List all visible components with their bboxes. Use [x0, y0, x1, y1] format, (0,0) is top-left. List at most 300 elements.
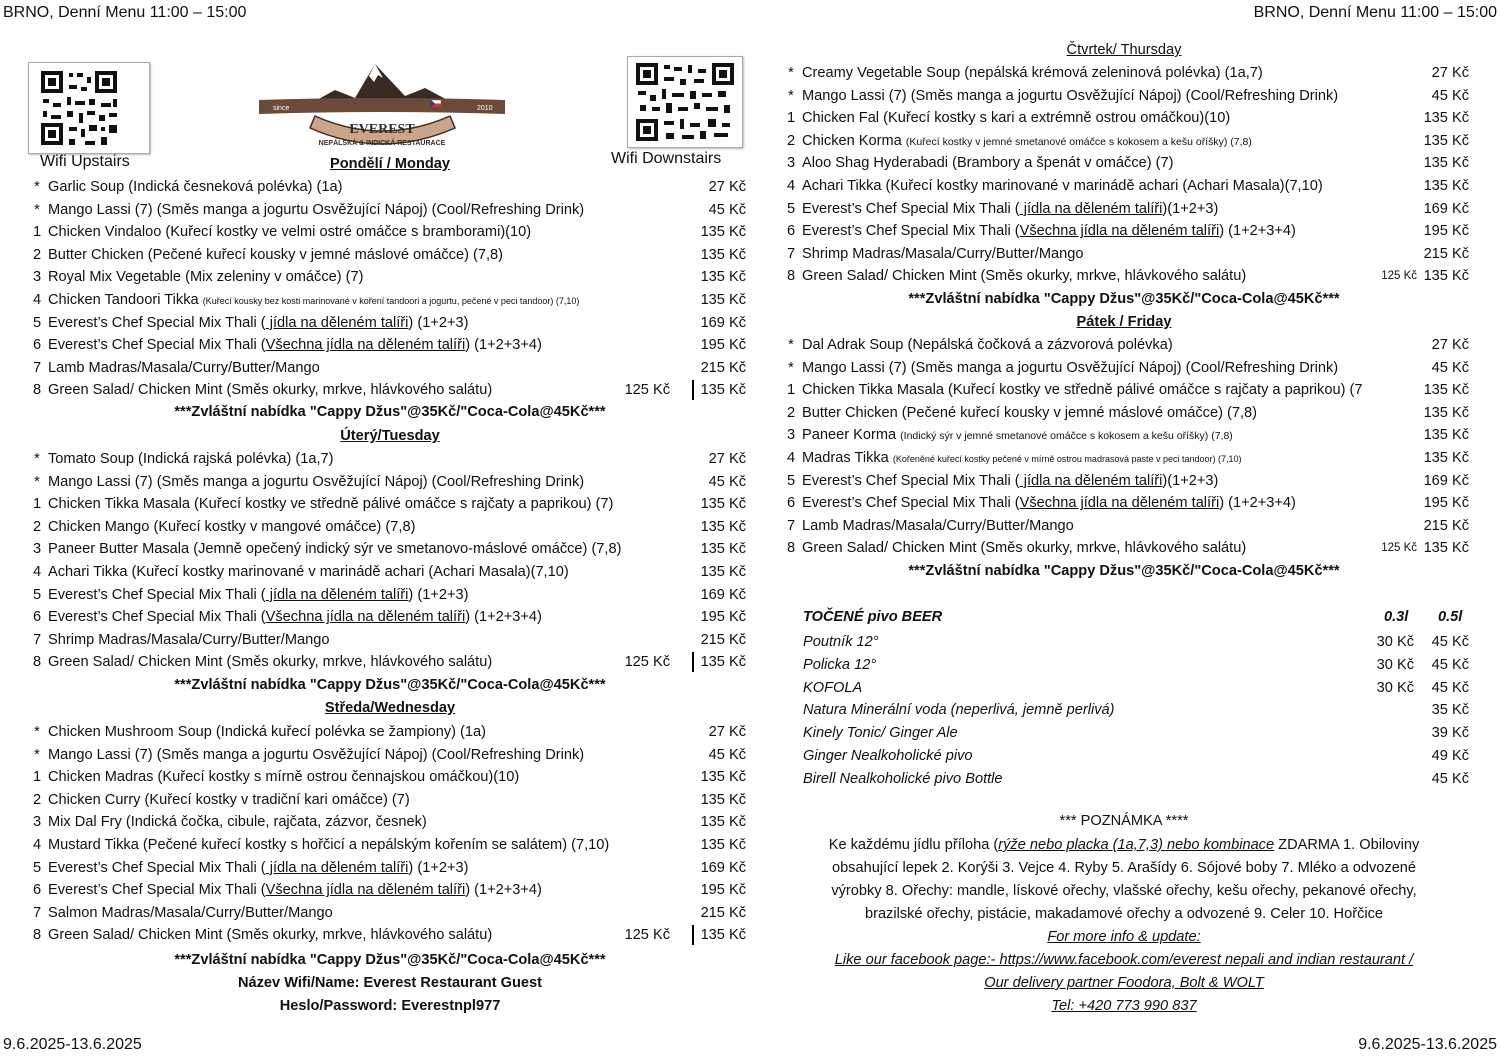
menu-item-name: [802, 152, 1174, 174]
menu-item: [784, 492, 1471, 514]
menu-item-price: 215 Kč: [1423, 517, 1469, 534]
menu-item-description: (Kořeněné kuřecí kostky pečené v mírně ostrou madrasová paste v peci tandoor) (7,10): [892, 454, 1242, 464]
menu-item-title: Tomato Soup (Indická rajská polévka) (1a,7): [48, 451, 334, 467]
header-left: BRNO, Denní Menu 11:00 – 15:00: [3, 4, 247, 21]
menu-item-name: [802, 220, 1296, 242]
drink-item: [784, 722, 1474, 744]
drink-price-large: 45 Kč: [1431, 656, 1469, 673]
menu-item: [784, 175, 1471, 197]
menu-item-price: 215 Kč: [700, 359, 746, 376]
menu-item: [30, 721, 748, 743]
menu-item: [30, 902, 748, 924]
menu-item-number: *: [34, 746, 40, 763]
menu-item-name: [48, 902, 333, 924]
menu-item-suffix: ) (1+2+3): [408, 314, 469, 331]
menu-item-number: *: [34, 201, 40, 218]
menu-item-number: 7: [32, 631, 42, 648]
menu-item-price: 27 Kč: [1431, 65, 1469, 81]
drink-name: Policka 12°: [803, 656, 877, 673]
menu-item-price: 135 Kč: [1423, 540, 1469, 557]
menu-item-name: [802, 265, 1246, 287]
menu-item-price: 135 Kč: [1423, 110, 1469, 127]
menu-item-number: 6: [786, 223, 796, 240]
menu-item-number: 4: [786, 450, 796, 466]
menu-item-underline: jídla na děleném talíři: [265, 314, 409, 331]
note-title: *** POZNÁMKA ****: [1059, 813, 1189, 829]
note-line-1: Ke každému jídlu příloha (rýže nebo placka (1a,7,3) nebo kombinace ZDARMA 1. Obiloviny: [828, 837, 1420, 853]
drink-price-large: 39 Kč: [1431, 725, 1469, 742]
menu-item-price: 169 Kč: [1423, 472, 1469, 489]
menu-item-price: 135 Kč: [700, 246, 746, 263]
menu-item-price-small: 125 Kč: [624, 382, 670, 399]
menu-item-title: Mango Lassi (7) (Směs manga a jogurtu Osvěžující Nápoj) (Cool/Refreshing Drink): [802, 359, 1339, 376]
menu-item-price: 135 Kč: [1423, 155, 1469, 172]
menu-item-underline: jídla na děleném talíři: [265, 586, 409, 603]
menu-item-title: Butter Chicken (Pečené kuřecí kousky v jemné máslové omáčce) (7,8): [802, 404, 1258, 421]
menu-item-name: [802, 515, 1074, 537]
menu-item-title: Creamy Vegetable Soup (nepálská krémová zeleninová polévka) (1a,7): [802, 65, 1263, 81]
menu-item-title: Mango Lassi (7) (Směs manga a jogurtu Osvěžující Nápoj) (Cool/Refreshing Drink): [48, 201, 585, 218]
menu-item: [30, 879, 748, 901]
menu-item-name: [48, 199, 584, 221]
menu-item: [784, 107, 1471, 129]
menu-item-name: [48, 651, 492, 673]
facebook-link[interactable]: Like our facebook page:- https://www.facebook.com/everest nepali and indian restaurant /: [834, 952, 1414, 968]
menu-item-number: 4: [786, 178, 796, 194]
menu-item: [784, 85, 1471, 107]
menu-item-title: Garlic Soup (Indická česneková polévka) (1a): [48, 179, 343, 195]
menu-item-number: 2: [786, 132, 796, 149]
menu-item: [30, 289, 748, 311]
menu-item-price: 135 Kč: [700, 769, 746, 786]
menu-item-title: Green Salad/ Chicken Mint (Směs okurky, mrkve, hlávkového salátu): [802, 540, 1247, 557]
menu-item: [30, 538, 748, 560]
friday-offer: ***Zvláštní nabídka "Cappy Džus"@35Kč/"Coca-Cola@45Kč***: [908, 563, 1340, 579]
menu-item: [30, 834, 748, 856]
menu-item-name: [48, 176, 342, 198]
menu-item-price: 27 Kč: [708, 179, 746, 195]
day-title-friday: Pátek / Friday: [1076, 314, 1172, 330]
menu-item: [30, 561, 748, 583]
menu-item-price: 135 Kč: [1423, 268, 1469, 285]
menu-item-suffix: ) (1+2+3+4): [465, 882, 542, 899]
menu-item: [784, 515, 1471, 537]
menu-item-price: 135 Kč: [700, 496, 746, 513]
menu-item-number: 8: [32, 927, 42, 944]
menu-item-price: 135 Kč: [700, 224, 746, 241]
menu-item-title: Dal Adrak Soup (Nepálská čočková a zázvorová polévka): [802, 337, 1173, 353]
menu-item-number: *: [788, 87, 794, 104]
menu-item-underline: Všechna jídla na děleném talíři: [265, 882, 466, 899]
menu-item-number: 1: [32, 496, 42, 513]
menu-item-title: Chicken Mango (Kuřecí kostky v mangové omáčce) (7,8): [48, 518, 416, 535]
menu-item: [784, 402, 1471, 424]
day-title-monday: Pondělí / Monday: [330, 156, 450, 172]
menu-item-title: Salmon Madras/Masala/Curry/Butter/Mango: [48, 904, 333, 921]
menu-item-number: *: [34, 473, 40, 490]
menu-item-name: [802, 402, 1257, 424]
drink-item: [784, 745, 1474, 767]
drinks-title: TOČENÉ pivo BEER: [803, 609, 943, 625]
menu-item-title: Mango Lassi (7) (Směs manga a jogurtu Osvěžující Nápoj) (Cool/Refreshing Drink): [48, 746, 585, 763]
more-info-link[interactable]: For more info & update:: [1047, 929, 1201, 945]
menu-item-title: Green Salad/ Chicken Mint (Směs okurky, mrkve, hlávkového salátu): [802, 268, 1247, 285]
drink-price-large: 45 Kč: [1431, 634, 1469, 650]
menu-item-price: 135 Kč: [700, 927, 746, 944]
menu-item-price: 169 Kč: [700, 314, 746, 331]
menu-item-title: Green Salad/ Chicken Mint (Směs okurky, mrkve, hlávkového salátu): [48, 927, 493, 944]
menu-item-name: [48, 584, 468, 606]
menu-item-number: 7: [32, 904, 42, 921]
menu-item-number: *: [788, 337, 794, 353]
menu-item-title: Achari Tikka (Kuřecí kostky marinované v marinádě achari (Achari Masala)(7,10): [802, 178, 1323, 194]
menu-item-title: Everest’s Chef Special Mix Thali (: [802, 472, 1020, 489]
menu-item: [784, 357, 1471, 379]
drink-name: Natura Minerální voda (neperlivá, jemně perlivá): [803, 702, 1115, 719]
menu-item-underline: Všechna jídla na děleném talíři: [1019, 495, 1220, 512]
menu-item-name: [802, 62, 1263, 84]
phone-link[interactable]: Tel: +420 773 990 837: [1051, 998, 1197, 1014]
drink-name: Kinely Tonic/ Ginger Ale: [803, 725, 958, 742]
menu-item-number: 7: [32, 359, 42, 376]
menu-item: [30, 516, 748, 538]
drink-price-small: 30 Kč: [1376, 634, 1414, 650]
menu-item: [784, 198, 1471, 220]
note-side-dish: rýže nebo placka (1a,7,3) nebo kombinace: [998, 837, 1275, 853]
menu-item-price-small: 125 Kč: [1381, 542, 1417, 555]
menu-item-title: Everest’s Chef Special Mix Thali (: [48, 859, 266, 876]
menu-item-name: [48, 857, 468, 879]
menu-item-suffix: ) (1+2+3): [408, 586, 469, 603]
menu-item-number: 4: [32, 564, 42, 580]
drink-name: Ginger Nealkoholické pivo: [803, 748, 973, 764]
menu-item-price: 195 Kč: [1423, 223, 1469, 240]
menu-item-underline: Všechna jídla na děleném talíři: [1019, 223, 1220, 240]
day-title-tuesday: Úterý/Tuesday: [340, 428, 440, 444]
menu-item-number: 8: [32, 654, 42, 671]
menu-item-name: [48, 471, 584, 493]
drink-name: Birell Nealkoholické pivo Bottle: [803, 770, 1003, 787]
wednesday-offer: ***Zvláštní nabídka "Cappy Džus"@35Kč/"Coca-Cola@45Kč***: [174, 952, 606, 968]
menu-item: [784, 447, 1471, 469]
menu-item: [30, 606, 748, 628]
drink-item: [784, 631, 1474, 653]
menu-item-number: 7: [786, 517, 796, 534]
footer-right: 9.6.2025-13.6.2025: [1358, 1036, 1497, 1053]
menu-item-title: Green Salad/ Chicken Mint (Směs okurky, mrkve, hlávkového salátu): [48, 654, 493, 671]
drink-price-large: 45 Kč: [1431, 770, 1469, 787]
menu-item-name: [802, 85, 1338, 107]
drink-price-small: 30 Kč: [1376, 656, 1414, 673]
menu-item-title: Paneer Korma: [802, 427, 897, 444]
menu-item-underline: jídla na děleném talíři: [1019, 200, 1163, 217]
menu-item-name: [48, 561, 569, 583]
menu-item-price: 27 Kč: [1431, 337, 1469, 353]
menu-item-title: Chicken Vindaloo (Kuřecí kostky ve velmi ostré omáčce s bramborami)(10): [48, 224, 532, 241]
menu-item-price: 215 Kč: [700, 904, 746, 921]
menu-item-title: Shrimp Madras/Masala/Curry/Butter/Mango: [48, 631, 330, 648]
menu-item-number: 1: [786, 382, 796, 399]
menu-item: [30, 857, 748, 879]
menu-item: [784, 130, 1471, 152]
wifi-name: Název Wifi/Name: Everest Restaurant Guest: [237, 975, 542, 991]
menu-item-name: [48, 924, 492, 946]
tuesday-offer: ***Zvláštní nabídka "Cappy Džus"@35Kč/"Coca-Cola@45Kč***: [174, 677, 606, 693]
menu-item: [784, 62, 1471, 84]
menu-item-title: Achari Tikka (Kuřecí kostky marinované v marinádě achari (Achari Masala)(7,10): [48, 564, 569, 580]
menu-item-title: Shrimp Madras/Masala/Curry/Butter/Mango: [802, 245, 1084, 262]
menu-item-number: 1: [32, 769, 42, 786]
menu-item-title: Everest’s Chef Special Mix Thali (: [802, 223, 1020, 240]
menu-item-price: 45 Kč: [1431, 87, 1469, 104]
menu-item-number: 4: [32, 837, 42, 853]
menu-item: [784, 334, 1471, 356]
menu-item-title: Everest’s Chef Special Mix Thali (: [48, 609, 266, 626]
menu-item-title: Mix Dal Fry (Indická čočka, cibule, rajčata, zázvor, česnek): [48, 814, 427, 831]
menu-item: [784, 424, 1471, 446]
menu-item-price: 135 Kč: [700, 292, 746, 308]
menu-item-name: [802, 243, 1083, 265]
menu-item-title: Everest’s Chef Special Mix Thali (: [48, 337, 266, 354]
drink-item: [784, 654, 1474, 676]
note-line-3: výrobky 8. Ořechy: mandle, lískové ořechy, vlašské ořechy, kešu ořechy, pekanové ořechy,: [831, 883, 1417, 899]
menu-item: [30, 312, 748, 334]
menu-item-price: 135 Kč: [700, 564, 746, 580]
menu-item-number: 6: [32, 882, 42, 899]
menu-item-price: 135 Kč: [700, 814, 746, 831]
menu-item: [784, 265, 1471, 287]
menu-item-title: Mustard Tikka (Pečené kuřecí kostky s hořčicí a nepálským kořením se salátem) (7,10): [48, 837, 610, 853]
menu-item-price: 195 Kč: [700, 882, 746, 899]
menu-item-price: 215 Kč: [1423, 245, 1469, 262]
menu-item: [784, 379, 1471, 401]
menu-item-price: 135 Kč: [700, 382, 746, 399]
menu-item-name: [802, 470, 1218, 492]
menu-item-name: [48, 879, 542, 901]
header-right: BRNO, Denní Menu 11:00 – 15:00: [1253, 4, 1497, 21]
logo-since: since: [273, 105, 290, 112]
drink-price-large: 35 Kč: [1431, 702, 1469, 719]
menu-item-name: [802, 107, 1230, 129]
menu-item-price: 135 Kč: [1423, 132, 1469, 149]
menu-item-number: 8: [786, 540, 796, 557]
menu-item-description: (Kuřecí kostky v jemné smetanové omáčce s kokosem a kešu oříšky) (7,8): [905, 135, 1252, 148]
menu-item-title: Madras Tikka: [802, 450, 889, 466]
menu-item-number: 3: [32, 541, 42, 558]
menu-item-name: [802, 334, 1173, 356]
menu-item-title: Royal Mix Vegetable (Mix zeleniny v omáčce) (7): [48, 269, 364, 286]
menu-item-suffix: )(1+2+3): [1162, 200, 1219, 217]
menu-item-price: 45 Kč: [1431, 359, 1469, 376]
menu-item-price: 169 Kč: [700, 859, 746, 876]
menu-item-name: [802, 537, 1246, 559]
day-title-thursday: Čtvrtek/ Thursday: [1066, 42, 1182, 58]
menu-item-title: Chicken Mushroom Soup (Indická kuřecí polévka se žampiony) (1a): [48, 724, 487, 740]
menu-item-number: 6: [786, 495, 796, 512]
menu-item-number: 3: [786, 427, 796, 444]
wifi-upstairs-label: Wifi Upstairs: [40, 153, 130, 170]
right-menu-column: [784, 0, 1474, 1060]
drink-price-large: 49 Kč: [1431, 748, 1469, 764]
menu-item-number: 8: [786, 268, 796, 285]
menu-item-suffix: )(1+2+3): [1162, 472, 1219, 489]
menu-item-title: Aloo Shag Hyderabadi (Brambory a špenát v omáčce) (7): [802, 155, 1174, 172]
menu-item-name: [48, 448, 334, 470]
menu-item-number: 5: [32, 586, 42, 603]
menu-item-name: [48, 538, 621, 560]
menu-item: [30, 493, 748, 515]
menu-item: [30, 471, 748, 493]
menu-item: [30, 379, 748, 401]
menu-item-number: 1: [786, 110, 796, 127]
menu-item-number: 8: [32, 382, 42, 399]
menu-item-name: [802, 492, 1296, 514]
menu-item-name: [48, 744, 584, 766]
menu-item-name: [48, 629, 329, 651]
menu-item-name: [802, 379, 1362, 401]
menu-item: [784, 243, 1471, 265]
menu-item: [30, 744, 748, 766]
menu-item-price: 135 Kč: [700, 269, 746, 286]
drink-price-small: 30 Kč: [1376, 679, 1414, 696]
wifi-downstairs-label: Wifi Downstairs: [611, 150, 722, 167]
menu-item-name: [48, 721, 486, 743]
menu-item-price-small: 125 Kč: [624, 654, 670, 671]
menu-item-price: 27 Kč: [708, 724, 746, 740]
thursday-offer: ***Zvláštní nabídka "Cappy Džus"@35Kč/"Coca-Cola@45Kč***: [908, 291, 1340, 307]
menu-item-suffix: ) (1+2+3+4): [465, 337, 542, 354]
menu-item: [30, 448, 748, 470]
menu-item-price: 135 Kč: [1423, 427, 1469, 444]
menu-item: [30, 584, 748, 606]
menu-item-name: [48, 221, 531, 243]
menu-item: [784, 470, 1471, 492]
menu-item-number: 4: [32, 292, 42, 308]
menu-item: [30, 244, 748, 266]
menu-item: [30, 924, 748, 946]
footer-left: 9.6.2025-13.6.2025: [3, 1036, 142, 1053]
menu-item-number: 2: [32, 518, 42, 535]
menu-item-description: (Indický sýr v jemné smetanové omáčce s kokosem a kešu oříšky) (7,8): [900, 430, 1233, 443]
menu-item-title: Mango Lassi (7) (Směs manga a jogurtu Osvěžující Nápoj) (Cool/Refreshing Drink): [48, 473, 585, 490]
menu-item-number: 3: [786, 155, 796, 172]
menu-item-name: [802, 175, 1323, 197]
menu-item-number: 7: [786, 245, 796, 262]
menu-item: [30, 789, 748, 811]
menu-item-name: [802, 130, 1252, 153]
menu-item-name: [802, 447, 1242, 470]
menu-item-number: 2: [32, 246, 42, 263]
menu-item-number: *: [34, 724, 40, 740]
menu-item-price-small: 125 Kč: [1381, 270, 1417, 283]
menu-item-price: 135 Kč: [700, 541, 746, 558]
menu-item: [30, 629, 748, 651]
menu-item-title: Butter Chicken (Pečené kuřecí kousky v jemné máslové omáčce) (7,8): [48, 246, 504, 263]
menu-item-number: 1: [32, 224, 42, 241]
menu-item-name: [48, 811, 427, 833]
note-line-4: brazilské ořechy, pistácie, makadamové ořechy a odvozené 9. Celer 10. Hořčice: [864, 906, 1384, 922]
menu-item-name: [48, 516, 415, 538]
menu-item-number: 6: [32, 337, 42, 354]
menu-item: [30, 266, 748, 288]
menu-item-title: Everest’s Chef Special Mix Thali (: [48, 882, 266, 899]
menu-item-price: 45 Kč: [708, 201, 746, 218]
drink-name: KOFOLA: [803, 679, 863, 696]
menu-item-suffix: ) (1+2+3+4): [465, 609, 542, 626]
menu-item-name: [802, 357, 1338, 379]
drinks-header-small: 0.3l: [1384, 609, 1409, 625]
menu-item-name: [48, 334, 542, 356]
menu-item-number: 5: [786, 200, 796, 217]
menu-item: [784, 220, 1471, 242]
menu-item-name: [48, 493, 613, 515]
menu-item-title: Chicken Curry (Kuřecí kostky v tradiční kari omáčce) (7): [48, 791, 410, 808]
menu-item-number: 2: [786, 404, 796, 421]
menu-item-name: [48, 312, 468, 334]
day-title-wednesday: Středa/Wednesday: [324, 700, 456, 716]
menu-item-number: 5: [786, 472, 796, 489]
menu-item-price: 135 Kč: [700, 791, 746, 808]
menu-item-underline: Všechna jídla na děleném talíři: [265, 337, 466, 354]
menu-item-price: 45 Kč: [708, 746, 746, 763]
menu-item-price: 45 Kč: [708, 473, 746, 490]
menu-item-price-small: 125 Kč: [624, 927, 670, 944]
drink-item: [784, 677, 1474, 699]
wifi-password: Heslo/Password: Everestnpl977: [279, 998, 501, 1014]
menu-item: [30, 651, 748, 673]
menu-item-title: Mango Lassi (7) (Směs manga a jogurtu Osvěžující Nápoj) (Cool/Refreshing Drink): [802, 87, 1339, 104]
menu-item-price: 27 Kč: [708, 451, 746, 467]
menu-item-number: 5: [32, 859, 42, 876]
menu-item-price: 135 Kč: [700, 837, 746, 853]
delivery-partner-link[interactable]: Our delivery partner Foodora, Bolt & WOLT: [984, 975, 1264, 991]
menu-item-price: 135 Kč: [1423, 450, 1469, 466]
drink-item: [784, 768, 1474, 790]
menu-item-price: 195 Kč: [700, 609, 746, 626]
menu-item-name: [48, 606, 542, 628]
menu-item-price: 135 Kč: [700, 518, 746, 535]
logo-subtitle: NEPÁLSKÁ & INDICKÁ RESTAURACE: [318, 140, 446, 147]
menu-item-name: [48, 379, 492, 401]
menu-item-suffix: ) (1+2+3+4): [1219, 495, 1296, 512]
menu-item-title: Everest’s Chef Special Mix Thali (: [802, 200, 1020, 217]
menu-item-number: 5: [32, 314, 42, 331]
menu-item-name: [48, 834, 609, 856]
menu-item-number: *: [788, 359, 794, 376]
menu-item-title: Lamb Madras/Masala/Curry/Butter/Mango: [48, 359, 320, 376]
menu-item-name: [48, 789, 410, 811]
menu-item-number: 2: [32, 791, 42, 808]
menu-item: [784, 152, 1471, 174]
menu-item-number: *: [788, 65, 794, 81]
menu-item: [30, 357, 748, 379]
drink-item: [784, 699, 1474, 721]
menu-item-description: (Kuřecí kousky bez kosti marinované v koření tandoori a jogurtu, pečené v peci tandoor) (7,10): [202, 296, 580, 306]
menu-item-name: [48, 357, 320, 379]
menu-item-suffix: ) (1+2+3): [408, 859, 469, 876]
menu-item-title: Everest’s Chef Special Mix Thali (: [48, 314, 266, 331]
left-menu-column: [30, 0, 750, 1060]
logo-name: EVEREST: [349, 122, 415, 137]
menu-item: [30, 766, 748, 788]
menu-item: [30, 199, 748, 221]
logo-year: 2010: [477, 105, 493, 112]
menu-item-name: [802, 424, 1233, 447]
menu-item-price: 135 Kč: [1423, 404, 1469, 421]
menu-item-price: 195 Kč: [700, 337, 746, 354]
drink-name: Poutník 12°: [803, 634, 879, 650]
drink-price-large: 45 Kč: [1431, 679, 1469, 696]
